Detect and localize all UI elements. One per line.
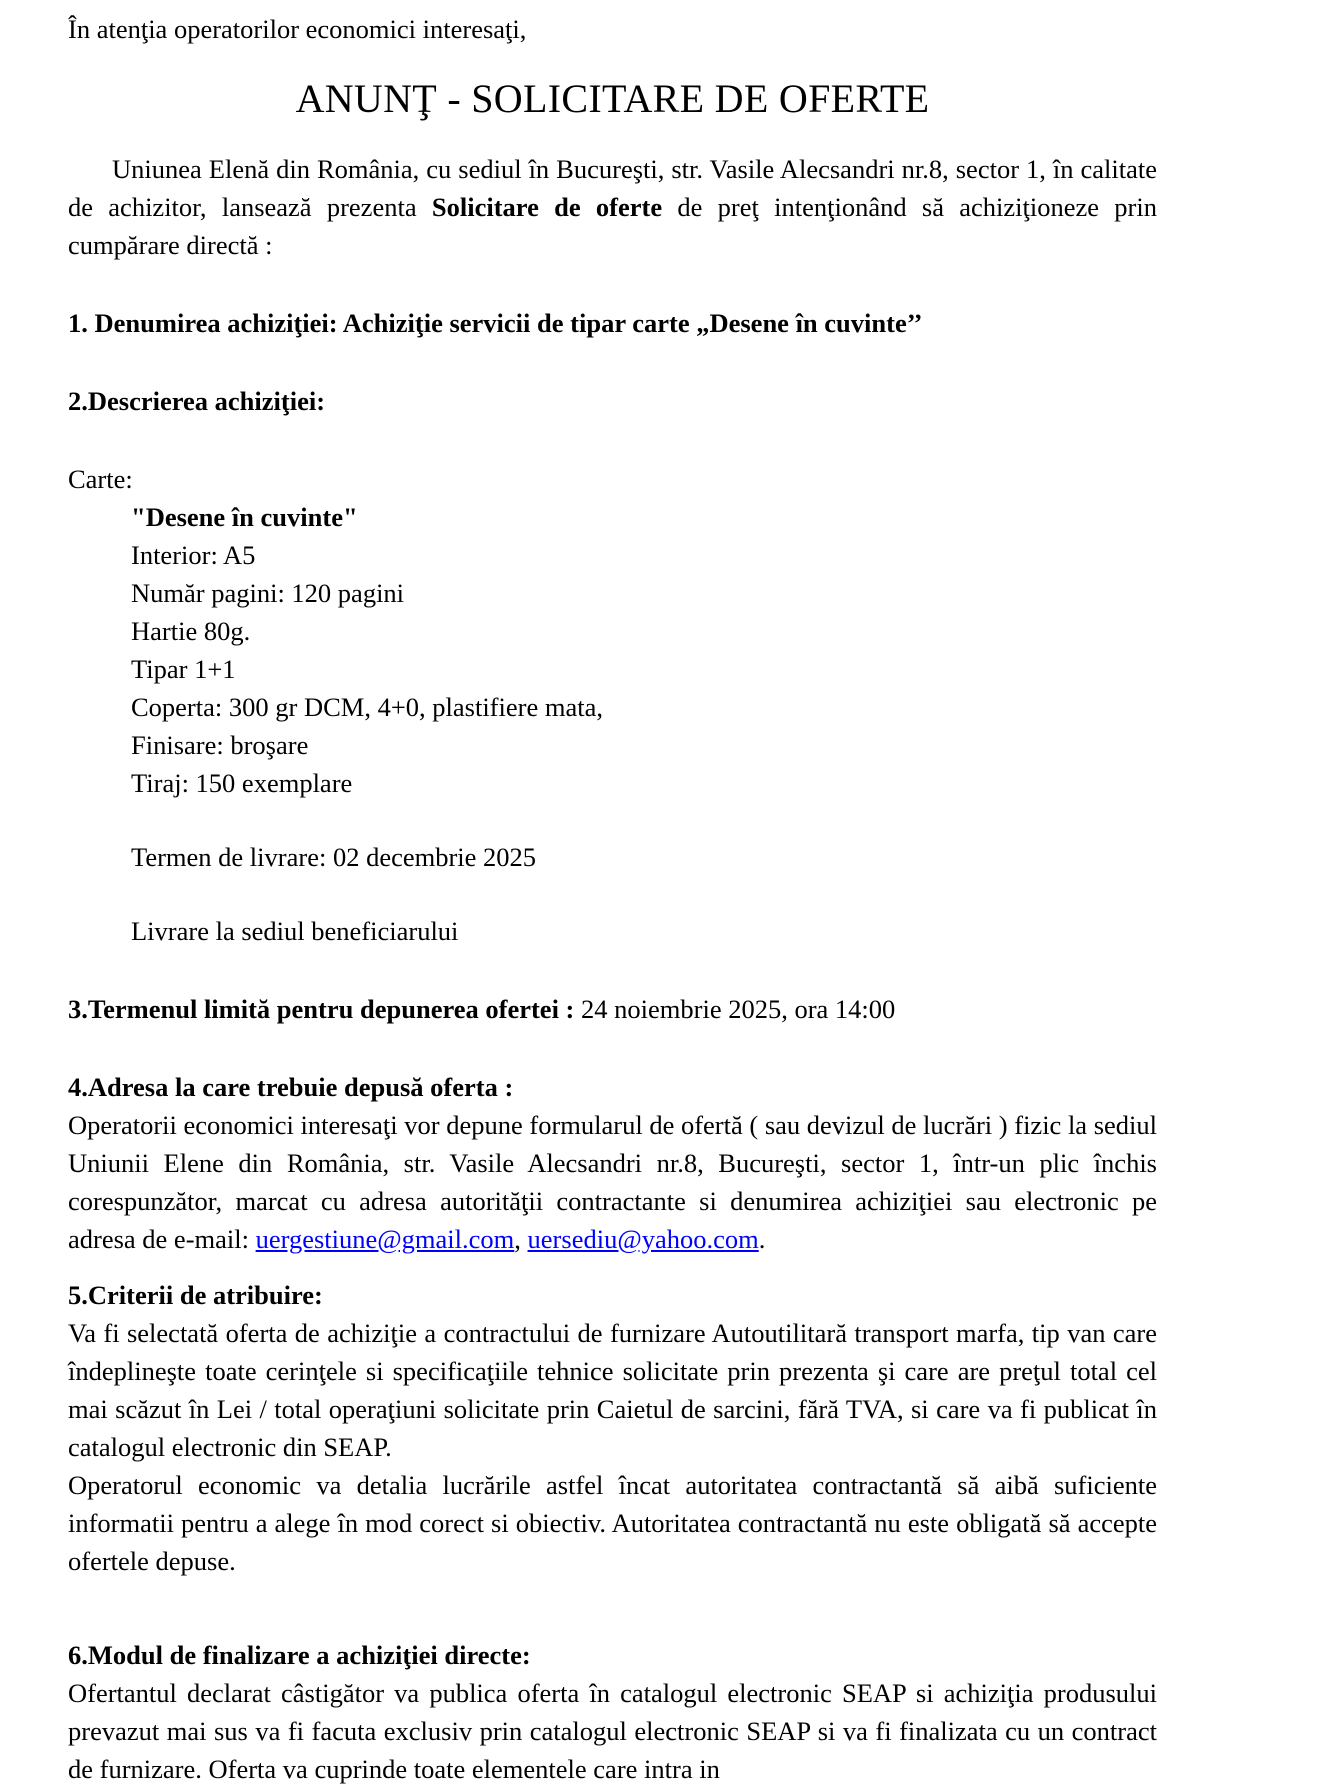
email-separator: , bbox=[514, 1224, 528, 1254]
section-6-paragraph-1: Ofertantul declarat câstigător va publica oferta în catalogul electronic SEAP si achiziţia produsului prevazut mai sus va fi facuta exclusiv prin catalogul electronic SEAP si va fi finalizata cu un contract de furnizare. Oferta va cuprinde toate elementele care intra in bbox=[68, 1678, 1157, 1784]
section-1-heading: 1. Denumirea achiziţiei: Achiziţie servicii de tipar carte „Desene în cuvinte’’ bbox=[68, 308, 923, 338]
document-body bbox=[68, 10, 1157, 1788]
email-link-gmail[interactable]: uergestiune@gmail.com bbox=[255, 1224, 515, 1254]
attention-line: În atenţia operatorilor economici interesaţi, bbox=[68, 14, 527, 44]
section-3-deadline-value: 24 noiembrie 2025, ora 14:00 bbox=[581, 994, 896, 1024]
section-4-heading: 4.Adresa la care trebuie depusă oferta : bbox=[68, 1072, 514, 1102]
section-5-paragraph-1: Va fi selectată oferta de achiziţie a contractului de furnizare Autoutilitară transport marfa, tip van care îndeplineşte toate cerinţele si specificaţiile tehnice solicitate prin prezenta şi care are preţul total cel mai scăzut în Lei / total operaţiuni solicitate prin Caietul de sarcini, fără TVA, si care va fi publicat în catalogul electronic din SEAP. bbox=[68, 1318, 1157, 1462]
section-6-heading: 6.Modul de finalizare a achiziţiei directe: bbox=[68, 1640, 531, 1670]
spec-line-cover: Coperta: 300 gr DCM, 4+0, plastifiere mata, bbox=[131, 692, 603, 722]
delivery-place-line: Livrare la sediul beneficiarului bbox=[131, 916, 459, 946]
carte-label: Carte: bbox=[68, 464, 133, 494]
section-4-body-end: . bbox=[758, 1224, 766, 1254]
spacer bbox=[68, 1258, 1157, 1276]
spec-line-print-run: Tiraj: 150 exemplare bbox=[131, 768, 353, 798]
intro-after-bold: de preţ intenţionând să achiziţioneze prin cumpărare directă : bbox=[68, 192, 1157, 260]
spacer bbox=[68, 950, 1157, 990]
spec-line-finishing: Finisare: broşare bbox=[131, 730, 309, 760]
spec-line-print: Tipar 1+1 bbox=[131, 654, 236, 684]
spacer bbox=[131, 802, 1157, 838]
spec-line-paper: Hartie 80g. bbox=[131, 616, 251, 646]
spacer bbox=[68, 1580, 1157, 1636]
book-spec-block bbox=[131, 498, 1157, 950]
intro-paragraph bbox=[68, 150, 1157, 264]
spec-line-interior: Interior: A5 bbox=[131, 540, 256, 570]
section-4-paragraph bbox=[68, 1106, 1157, 1258]
spacer bbox=[68, 264, 1157, 304]
section-2-heading: 2.Descrierea achiziţiei: bbox=[68, 386, 326, 416]
spacer bbox=[131, 876, 1157, 912]
section-3-label: 3.Termenul limită pentru depunerea ofertei : bbox=[68, 994, 582, 1024]
page-title: ANUNŢ - SOLICITARE DE OFERTE bbox=[295, 76, 930, 121]
section-5-heading: 5.Criterii de atribuire: bbox=[68, 1280, 323, 1310]
section-4-body-text: Operatorii economici interesaţi vor depune formularul de ofertă ( sau devizul de lucrări ) fizic la sediul Uniunii Elene din România, str. Vasile Alecsandri nr.8, Bucureşti, sector 1, într-un plic închis corespunzător, marcat cu adresa autorităţii contractante si denumirea achiziţiei sau electronic pe adresa de e-mail: bbox=[68, 1110, 1157, 1254]
spacer bbox=[68, 342, 1157, 382]
delivery-term-line: Termen de livrare: 02 decembrie 2025 bbox=[131, 842, 537, 872]
intro-bold-phrase: Solicitare de oferte bbox=[431, 192, 663, 222]
spec-line-pages: Număr pagini: 120 pagini bbox=[131, 578, 405, 608]
email-link-yahoo[interactable]: uersediu@yahoo.com bbox=[527, 1224, 759, 1254]
spacer bbox=[68, 420, 1157, 460]
spec-line-title: "Desene în cuvinte" bbox=[131, 502, 358, 532]
section-5-paragraph-2: Operatorul economic va detalia lucrările astfel încat autoritatea contractantă să aibă suficiente informatii pentru a alege în mod corect si obiectiv. Autoritatea contractantă nu este obligată să accepte ofertele depuse. bbox=[68, 1470, 1157, 1576]
section-3-heading bbox=[68, 990, 1157, 1028]
intro-before-bold: Uniunea Elenă din România, cu sediul în Bucureşti, str. Vasile Alecsandri nr.8, sector 1, în calitate de achizitor, lansează prezenta bbox=[68, 154, 1157, 222]
spacer bbox=[68, 1028, 1157, 1068]
